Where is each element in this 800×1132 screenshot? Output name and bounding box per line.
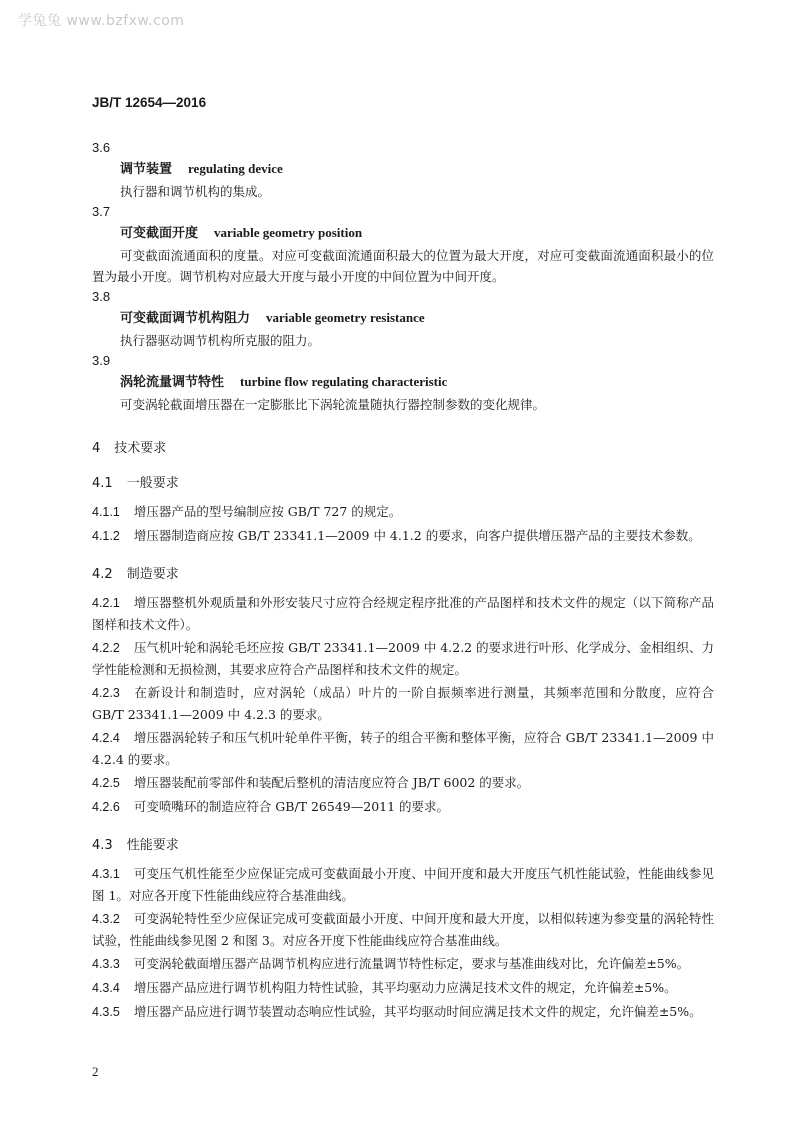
- subsection-heading: [92, 563, 714, 582]
- term-en: regulating device: [188, 161, 283, 176]
- clause-text: 可变涡轮截面增压器产品调节机构应进行流量调节特性标定，要求与基准曲线对比，允许偏差±5%。: [133, 956, 690, 971]
- subsection-heading: [92, 834, 714, 853]
- term-cn: 调节装置: [120, 162, 173, 177]
- term-number: 3.6: [92, 140, 111, 155]
- clause-text: 增压器装配前零部件和装配后整机的清洁度应符合 JB/T 6002 的要求。: [133, 775, 530, 790]
- term-en: variable geometry resistance: [266, 310, 425, 325]
- section-number: 4: [92, 441, 101, 456]
- subsection-title: 一般要求: [126, 476, 179, 491]
- term-cn: 涡轮流量调节特性: [120, 375, 225, 390]
- term-entry: [92, 202, 714, 287]
- clause: [92, 908, 714, 951]
- clause-number: 4.2.5: [92, 776, 120, 790]
- watermark: 学兔兔 www.bzfxw.com: [18, 13, 185, 29]
- term-cn: 可变截面调节机构阻力: [120, 311, 251, 326]
- clause: [92, 1001, 714, 1023]
- term-heading: [92, 307, 714, 330]
- clause: [92, 637, 714, 680]
- clause-text: 增压器制造商应按 GB/T 23341.1—2009 中 4.1.2 的要求，向客户提供增压器产品的主要技术参数。: [133, 528, 701, 543]
- clause-number: 4.3.3: [92, 957, 120, 971]
- subsection-number: 4.2: [92, 567, 113, 582]
- term-entry: [92, 138, 714, 202]
- clause-number: 4.1.2: [92, 529, 120, 543]
- term-definition: 可变截面流通面积的度量。对应可变截面流通面积最大的位置为最大开度，对应可变截面流通面积最小的位置为最小开度。调节机构对应最大开度与最小开度的中间位置为中间开度。: [92, 248, 714, 284]
- term-number: 3.7: [92, 204, 111, 219]
- clause-text: 可变喷嘴环的制造应符合 GB/T 26549—2011 的要求。: [133, 799, 450, 814]
- clause: [92, 953, 714, 975]
- clause-number: 4.2.1: [92, 596, 120, 610]
- section-title: 技术要求: [114, 441, 167, 456]
- clause: [92, 772, 714, 794]
- term-definition: 执行器和调节机构的集成。: [120, 184, 271, 199]
- clause: [92, 592, 714, 635]
- subsection-title: 性能要求: [126, 838, 179, 853]
- clause-number: 4.2.4: [92, 731, 120, 745]
- term-number: 3.8: [92, 289, 111, 304]
- clause-text: 增压器产品应进行调节机构阻力特性试验，其平均驱动力应满足技术文件的规定，允许偏差±5%。: [133, 980, 677, 995]
- clause-number: 4.3.2: [92, 912, 120, 926]
- clause: [92, 727, 714, 770]
- term-heading: [92, 158, 714, 181]
- term-heading: [92, 371, 714, 394]
- clause-number: 4.2.3: [92, 686, 120, 700]
- clause-text: 增压器涡轮转子和压气机叶轮单件平衡，转子的组合平衡和整体平衡，应符合 GB/T 23341.1—2009 中 4.2.4 的要求。: [92, 730, 714, 767]
- clause-number: 4.1.1: [92, 505, 120, 519]
- clause-number: 4.2.6: [92, 800, 120, 814]
- clause: [92, 863, 714, 906]
- clause-text: 增压器产品的型号编制应按 GB/T 727 的规定。: [133, 504, 402, 519]
- subsection-heading: [92, 472, 714, 491]
- term-entry: [92, 351, 714, 415]
- clause-number: 4.3.1: [92, 867, 120, 881]
- term-definition: 可变涡轮截面增压器在一定膨胀比下涡轮流量随执行器控制参数的变化规律。: [120, 397, 546, 412]
- clause: [92, 525, 714, 547]
- term-cn: 可变截面开度: [120, 226, 199, 241]
- term-en: turbine flow regulating characteristic: [240, 374, 448, 389]
- term-en: variable geometry position: [214, 225, 363, 240]
- clause: [92, 796, 714, 818]
- subsection-number: 4.1: [92, 476, 113, 491]
- section-heading: [92, 437, 714, 456]
- clause-number: 4.3.5: [92, 1005, 120, 1019]
- subsection-title: 制造要求: [126, 567, 179, 582]
- page-number: 2: [92, 1064, 99, 1079]
- term-heading: [92, 222, 714, 245]
- clause-text: 增压器产品应进行调节装置动态响应性试验，其平均驱动时间应满足技术文件的规定，允许偏差±5%。: [133, 1004, 702, 1019]
- document-body: [92, 138, 714, 1025]
- standard-number-header: JB/T 12654—2016: [92, 95, 207, 110]
- term-definition: 执行器驱动调节机构所克服的阻力。: [120, 333, 321, 348]
- clause-text: 可变涡轮特性至少应保证完成可变截面最小开度、中间开度和最大开度，以相似转速为参变量的涡轮特性试验，性能曲线参见图 2 和图 3。对应各开度下性能曲线应符合基准曲线。: [92, 911, 714, 948]
- clause-text: 可变压气机性能至少应保证完成可变截面最小开度、中间开度和最大开度压气机性能试验，性能曲线参见图 1。对应各开度下性能曲线应符合基准曲线。: [92, 866, 714, 903]
- clause-number: 4.3.4: [92, 981, 120, 995]
- term-number: 3.9: [92, 353, 111, 368]
- clause-text: 在新设计和制造时，应对涡轮（成品）叶片的一阶自振频率进行测量，其频率范围和分散度，应符合 GB/T 23341.1—2009 中 4.2.3 的要求。: [92, 685, 714, 722]
- term-entry: [92, 287, 714, 351]
- clause-number: 4.2.2: [92, 641, 120, 655]
- clause: [92, 682, 714, 725]
- clause-text: 压气机叶轮和涡轮毛坯应按 GB/T 23341.1—2009 中 4.2.2 的要求进行叶形、化学成分、金相组织、力学性能检测和无损检测，其要求应符合产品图样和技术文件的规定。: [92, 640, 714, 677]
- subsection-number: 4.3: [92, 838, 113, 853]
- clause: [92, 501, 714, 523]
- clause-text: 增压器整机外观质量和外形安装尺寸应符合经规定程序批准的产品图样和技术文件的规定（以下简称产品图样和技术文件）。: [92, 595, 714, 632]
- clause: [92, 977, 714, 999]
